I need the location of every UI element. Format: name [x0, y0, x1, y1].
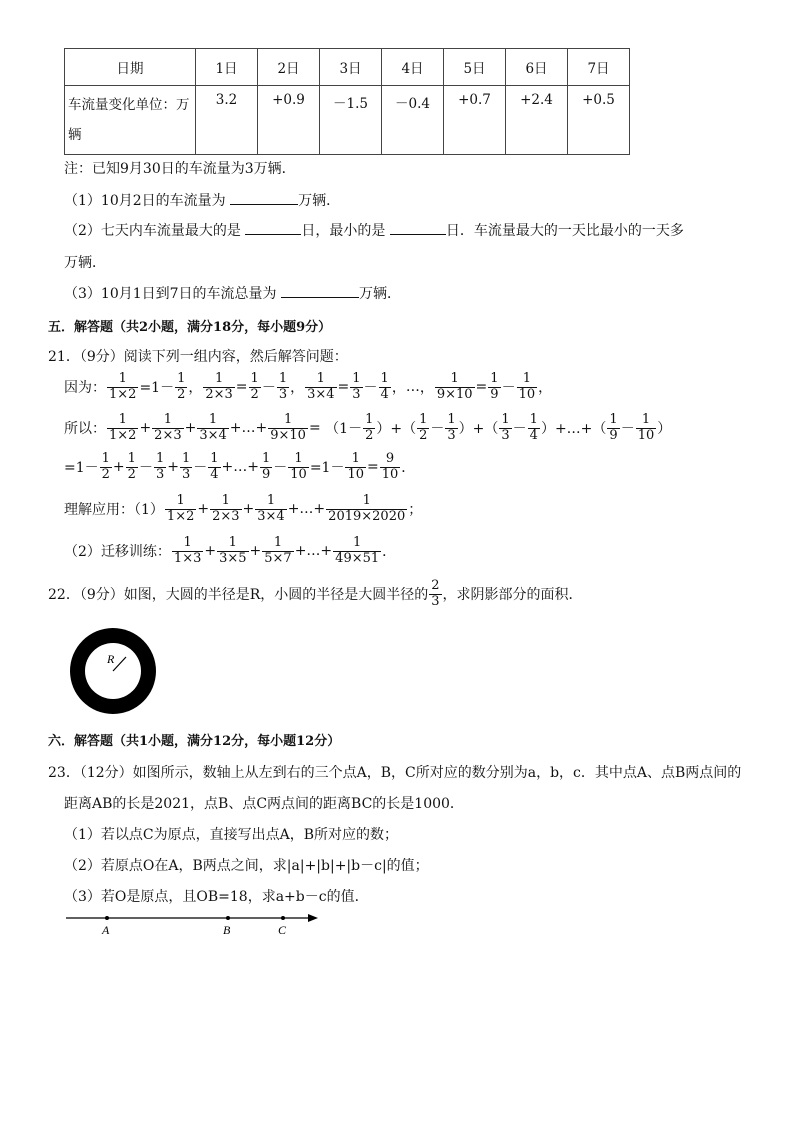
point-a-label: A — [102, 923, 110, 937]
point-c — [281, 916, 285, 920]
table-cell: 3.2 — [196, 86, 258, 155]
table-row — [65, 86, 630, 155]
q20-part3: （3）10月1日到7日的车流总量为 万辆． — [64, 283, 401, 303]
q21-so-line: 所以： $\frac{1}{1\times 2}$ + $\frac{1}{2\times 3}$ + $\frac{1}{3\times 4}$ +…+ $\frac{1}{9\times 10}$ = （1－ $\frac{1}{2}$ ）+（ $\frac{1}{2}$ － $\frac{1}{3}$ ）+（ $\frac{1}{3}$ － $\frac{1}{4}$ ）+…+（ $\frac{1}{9}$ － $\frac{1}{10}$ ） — [64, 412, 672, 443]
point-b — [226, 916, 230, 920]
point-a — [105, 916, 109, 920]
section-5-heading: 五．解答题（共2小题，满分18分，每小题9分） — [48, 320, 332, 335]
table-header-cell: 7日 — [568, 49, 630, 86]
table-header-cell: 日期 — [65, 49, 196, 86]
answer-blank[interactable] — [245, 220, 301, 235]
q23-stem-line1: 23．（12分）如图所示，数轴上从左到右的三个点A，B，C所对应的数分别为a，b，c．其中点A、点B两点间的 — [48, 765, 742, 781]
number-line — [64, 908, 324, 938]
table-header-cell: 5日 — [444, 49, 506, 86]
point-c-label: C — [278, 923, 287, 937]
table-note: 注：已知9月30日的车流量为3万辆． — [64, 161, 296, 177]
point-b-label: B — [223, 923, 231, 937]
table-row-label: 车流量变化单位：万辆 — [65, 86, 196, 155]
q21-stem: 21．（9分）阅读下列一组内容，然后解答问题： — [48, 349, 348, 365]
traffic-table — [64, 48, 630, 155]
q21-transfer-line: （2）迁移训练： $\frac{1}{1\times 3}$ + $\frac{1}{3\times 5}$ + $\frac{1}{5\times 7}$ +…+ $\frac{1}{49\times 51}$ ． — [64, 535, 397, 566]
q21-apply-line: 理解应用：（1） $\frac{1}{1\times 2}$ + $\frac{1}{2\times 3}$ + $\frac{1}{3\times 4}$ +…+ $\frac{1}{2019\times 2020}$ ； — [64, 493, 423, 524]
table-cell: －1.5 — [320, 86, 382, 155]
q21-result-line: =1－ $\frac{1}{2}$ + $\frac{1}{2}$ － $\frac{1}{3}$ + $\frac{1}{3}$ － $\frac{1}{4}$ +…+ $\frac{1}{9}$ － $\frac{1}{10}$ =1－ $\frac{1}{10}$ = $\frac{9}{10}$ ． — [64, 451, 416, 482]
answer-blank[interactable] — [230, 190, 298, 205]
section-6-heading: 六．解答题（共1小题，满分12分，每小题12分） — [48, 734, 341, 749]
table-header-row — [65, 49, 630, 86]
table-cell: －0.4 — [382, 86, 444, 155]
q20-part2: （2）七天内车流量最大的是 日，最小的是 日．车流量最大的一天比最小的一天多 — [64, 220, 684, 240]
q21-because-line: 因为： $\frac{1}{1\times 2}$ =1－ $\frac{1}{2}$ ， $\frac{1}{2\times 3}$ = $\frac{1}{2}$ － $\frac{1}{3}$ ， $\frac{1}{3\times 4}$ = $\frac{1}{3}$ － $\frac{1}{4}$ ， … ， $\frac{1}{9\times 10}$ = $\frac{1}{9}$ － $\frac{1}{10}$ ， — [64, 371, 553, 402]
q22-stem: 22．（9分）如图，大圆的半径是R，小圆的半径是大圆半径的 $\frac{2}{3}$ ，求阴影部分的面积． — [48, 578, 583, 609]
table-cell: +0.5 — [568, 86, 630, 155]
table-cell: +0.9 — [258, 86, 320, 155]
answer-blank[interactable] — [390, 220, 446, 235]
q23-part3: （3）若O是原点，且OB=18，求a+b－c的值． — [64, 889, 369, 905]
q23-part2: （2）若原点O在A，B两点之间，求|a|+|b|+|b－c|的值； — [64, 858, 429, 874]
answer-blank[interactable] — [281, 283, 359, 298]
table-header-cell: 6日 — [506, 49, 568, 86]
table-cell: +2.4 — [506, 86, 568, 155]
q23-part1: （1）若以点C为原点，直接写出点A，B所对应的数； — [64, 827, 399, 843]
table-cell: +0.7 — [444, 86, 506, 155]
radius-label: R — [107, 652, 115, 666]
table-header-cell: 1日 — [196, 49, 258, 86]
table-header-cell: 3日 — [320, 49, 382, 86]
annulus-figure — [68, 626, 158, 716]
q23-stem-line2: 距离AB的长是2021，点B、点C两点间的距离BC的长是1000． — [64, 796, 464, 812]
table-header-cell: 2日 — [258, 49, 320, 86]
table-header-cell: 4日 — [382, 49, 444, 86]
q20-part1: （1）10月2日的车流量为 万辆． — [64, 190, 340, 210]
q20-part2-cont: 万辆． — [64, 255, 106, 271]
axis-arrow — [308, 914, 318, 922]
